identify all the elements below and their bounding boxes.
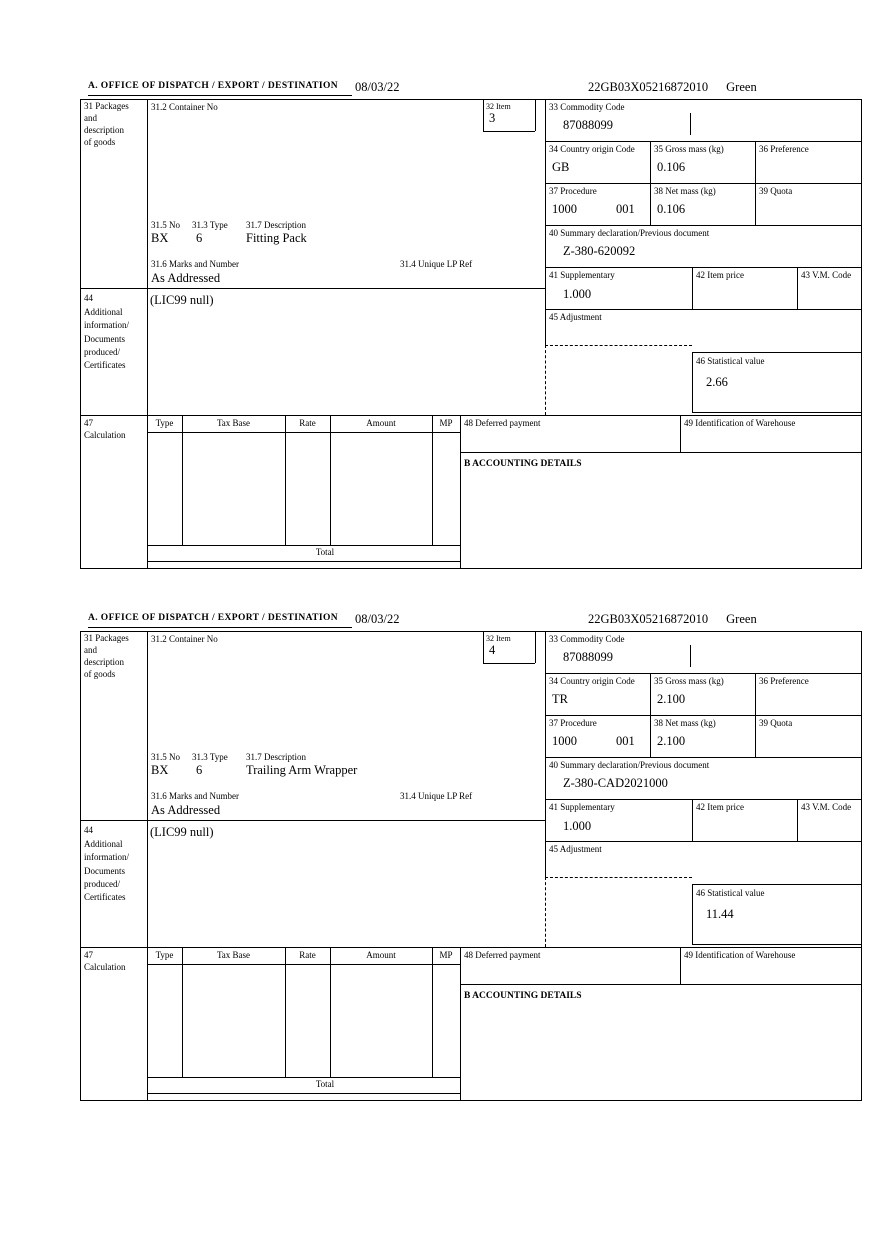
grid-line-under-34-row [545,183,862,184]
grid-line-tax-col4 [432,415,433,545]
grid-line-46-bottom [692,944,862,945]
mrn-number: 22GB03X05216872010 [588,612,709,626]
grid-line-under-37-row [545,757,862,758]
commodity-code-label: 33 Commodity Code [549,634,625,644]
accounting-details-heading: B ACCOUNTING DETAILS [464,459,582,469]
grid-line-48-49 [680,415,681,452]
grid-line-under-37-row [545,225,862,226]
commodity-code-separator [690,113,691,135]
grid-line-under-marks [80,288,545,289]
grid-line-main-divider-dashed [545,877,546,947]
heading-underline [88,95,352,96]
grid-line-under-41-row [545,841,862,842]
grid-line-under-34-row [545,715,862,716]
container-no-label: 31.2 Container No [151,102,218,112]
movement-reference [588,80,757,94]
commodity-code-value: 87088099 [563,118,613,132]
tax-amount-header: Amount [366,950,396,960]
box31-label: of goods [84,137,116,147]
grid-line-under-40 [545,799,862,800]
total-label: Total [315,547,335,557]
item-price-label: 42 Item price [696,270,744,280]
tax-base-header: Tax Base [216,950,251,960]
box47-label: 47 [84,950,93,960]
grid-line-total-top [147,545,460,546]
gross-mass-value: 2.100 [657,692,686,706]
box31-label: of goods [84,669,116,679]
grid-line-left-column [147,99,148,569]
grid-line-tax-col2 [285,947,286,1077]
gross-mass-label: 35 Gross mass (kg) [654,676,724,686]
procedure-additional-value: 001 [616,734,635,748]
supplementary-units-value: 1.000 [563,287,592,301]
deferred-payment-label: 48 Deferred payment [464,418,541,428]
quota-label: 39 Quota [759,186,793,196]
grid-line-tax-table-right [460,415,461,569]
marks-value: As Addressed [151,803,221,817]
net-mass-value: 0.106 [657,202,686,216]
unique-lp-ref-label: 31.4 Unique LP Ref [400,259,473,269]
grid-line-total-bottom [147,561,460,562]
box44-label: information/ [84,320,129,330]
grid-line-41-42 [692,267,693,309]
vm-code-label: 43 V.M. Code [801,802,852,812]
packages-type-label: 31.3 Type [192,220,228,230]
preference-label: 36 Preference [759,676,809,686]
grid-line-item-box-left [483,631,484,663]
grid-line-under-41-row [545,309,862,310]
grid-line-tax-col4 [432,947,433,1077]
supplementary-units-value: 1.000 [563,819,592,833]
packages-no-label: 31.5 No [151,220,180,230]
gross-mass-value: 0.106 [657,160,686,174]
mrn-number: 22GB03X05216872010 [588,80,709,94]
tax-rate-header: Rate [299,418,316,428]
form-border [80,99,862,569]
item-number-value: 4 [489,643,496,657]
grid-line-tax-col1 [182,415,183,545]
packages-no-value: BX [151,231,169,245]
box47-label: Calculation [84,962,126,972]
grid-line-42-43 [797,799,798,841]
tax-mp-header: MP [439,950,453,960]
grid-line-48-49 [680,947,681,984]
grid-line-under-33 [545,673,862,674]
sad-item-section [80,80,862,580]
declaration-date: 08/03/22 [355,612,400,626]
vm-code-label: 43 V.M. Code [801,270,852,280]
container-no-label: 31.2 Container No [151,634,218,644]
grid-line-item-box-right [535,99,536,131]
grid-line-tax-col3 [330,415,331,545]
form-border [80,631,862,1101]
additional-info-value: (LIC99 null) [150,293,214,307]
box44-label: 44 [84,825,93,835]
country-origin-value: TR [552,692,568,706]
grid-line-42-43 [797,267,798,309]
grid-line-46-left [692,884,693,944]
item-no-label: 32 Item [486,634,511,643]
grid-line-tax-header-bottom [147,964,460,965]
procedure-value: 1000 [552,202,577,216]
box44-label: Documents [84,334,125,344]
box44-label: produced/ [84,879,120,889]
box44-label: Certificates [84,360,126,370]
gross-mass-label: 35 Gross mass (kg) [654,144,724,154]
packages-type-value: 6 [196,763,203,777]
packages-type-value: 6 [196,231,203,245]
adjustment-label: 45 Adjustment [549,844,602,854]
statistical-value-label: 46 Statistical value [696,888,765,898]
statistical-value-label: 46 Statistical value [696,356,765,366]
previous-document-label: 40 Summary declaration/Previous document [549,760,710,770]
tax-amount-header: Amount [366,418,396,428]
grid-line-46-bottom [692,412,862,413]
goods-description-value: Trailing Arm Wrapper [246,763,358,777]
packages-type-label: 31.3 Type [192,752,228,762]
grid-line-item-box-bottom [483,663,535,664]
quota-label: 39 Quota [759,718,793,728]
box44-label: Additional [84,307,123,317]
box44-label: Certificates [84,892,126,902]
grid-line-under-48-49 [460,984,862,985]
preference-label: 36 Preference [759,144,809,154]
item-number-value: 3 [489,111,496,125]
box31-label: 31 Packages [84,633,129,643]
grid-line-main-divider-dashed [545,345,546,415]
box31-label: description [84,657,124,667]
grid-line-46-left [692,352,693,412]
routing-status: Green [726,80,757,94]
supplementary-label: 41 Supplementary [549,802,615,812]
box44-label: Additional [84,839,123,849]
box44-label: Documents [84,866,125,876]
country-origin-label: 34 Country origin Code [549,676,635,686]
grid-line-45-dashed [545,345,692,346]
grid-line-item-box-left [483,99,484,131]
statistical-value: 2.66 [706,375,728,389]
statistical-value: 11.44 [706,907,734,921]
grid-line-total-bottom [147,1093,460,1094]
grid-line-41-42 [692,799,693,841]
tax-type-header: Type [155,950,174,960]
grid-line-tax-col2 [285,415,286,545]
commodity-code-separator [690,645,691,667]
grid-line-left-column [147,631,148,1101]
box44-label: produced/ [84,347,120,357]
grid-line-total-top [147,1077,460,1078]
description-label: 31.7 Description [246,220,306,230]
heading-underline [88,627,352,628]
box44-label: 44 [84,293,93,303]
box31-label: and [84,645,97,655]
office-of-dispatch-heading: A. OFFICE OF DISPATCH / EXPORT / DESTINATION [88,81,339,91]
grid-line-under-marks [80,820,545,821]
goods-description-value: Fitting Pack [246,231,307,245]
grid-line-under-33 [545,141,862,142]
office-of-dispatch-heading: A. OFFICE OF DISPATCH / EXPORT / DESTINATION [88,613,339,623]
box47-label: Calculation [84,430,126,440]
box47-label: 47 [84,418,93,428]
additional-info-value: (LIC99 null) [150,825,214,839]
unique-lp-ref-label: 31.4 Unique LP Ref [400,791,473,801]
tax-type-header: Type [155,418,174,428]
box31-label: description [84,125,124,135]
grid-line-47-top [80,947,862,948]
marks-label: 31.6 Marks and Number [151,791,239,801]
previous-document-label: 40 Summary declaration/Previous document [549,228,710,238]
tax-rate-header: Rate [299,950,316,960]
grid-line-item-box-bottom [483,131,535,132]
net-mass-label: 38 Net mass (kg) [654,718,716,728]
country-origin-value: GB [552,160,570,174]
procedure-value: 1000 [552,734,577,748]
marks-label: 31.6 Marks and Number [151,259,239,269]
grid-line-45-dashed [545,877,692,878]
grid-line-under-40 [545,267,862,268]
adjustment-label: 45 Adjustment [549,312,602,322]
procedure-label: 37 Procedure [549,186,597,196]
previous-document-value: Z-380-620092 [563,244,636,258]
marks-value: As Addressed [151,271,221,285]
grid-line-47-top [80,415,862,416]
commodity-code-label: 33 Commodity Code [549,102,625,112]
net-mass-value: 2.100 [657,734,686,748]
item-no-label: 32 Item [486,102,511,111]
grid-line-tax-table-right [460,947,461,1101]
warehouse-id-label: 49 Identification of Warehouse [684,950,796,960]
previous-document-value: Z-380-CAD2021000 [563,776,668,790]
tax-mp-header: MP [439,418,453,428]
packages-no-label: 31.5 No [151,752,180,762]
box31-label: 31 Packages [84,101,129,111]
movement-reference [588,612,757,626]
declaration-date: 08/03/22 [355,80,400,94]
grid-line-tax-header-bottom [147,432,460,433]
total-label: Total [315,1079,335,1089]
item-price-label: 42 Item price [696,802,744,812]
deferred-payment-label: 48 Deferred payment [464,950,541,960]
sad-item-section [80,612,862,1112]
commodity-code-value: 87088099 [563,650,613,664]
box31-label: and [84,113,97,123]
grid-line-46-top [692,352,862,353]
grid-line-item-box-right [535,631,536,663]
accounting-details-heading: B ACCOUNTING DETAILS [464,991,582,1001]
procedure-label: 37 Procedure [549,718,597,728]
tax-base-header: Tax Base [216,418,251,428]
supplementary-label: 41 Supplementary [549,270,615,280]
routing-status: Green [726,612,757,626]
grid-line-46-top [692,884,862,885]
packages-no-value: BX [151,763,169,777]
grid-line-tax-col3 [330,947,331,1077]
description-label: 31.7 Description [246,752,306,762]
box44-label: information/ [84,852,129,862]
grid-line-tax-col1 [182,947,183,1077]
grid-line-under-48-49 [460,452,862,453]
net-mass-label: 38 Net mass (kg) [654,186,716,196]
warehouse-id-label: 49 Identification of Warehouse [684,418,796,428]
procedure-additional-value: 001 [616,202,635,216]
country-origin-label: 34 Country origin Code [549,144,635,154]
